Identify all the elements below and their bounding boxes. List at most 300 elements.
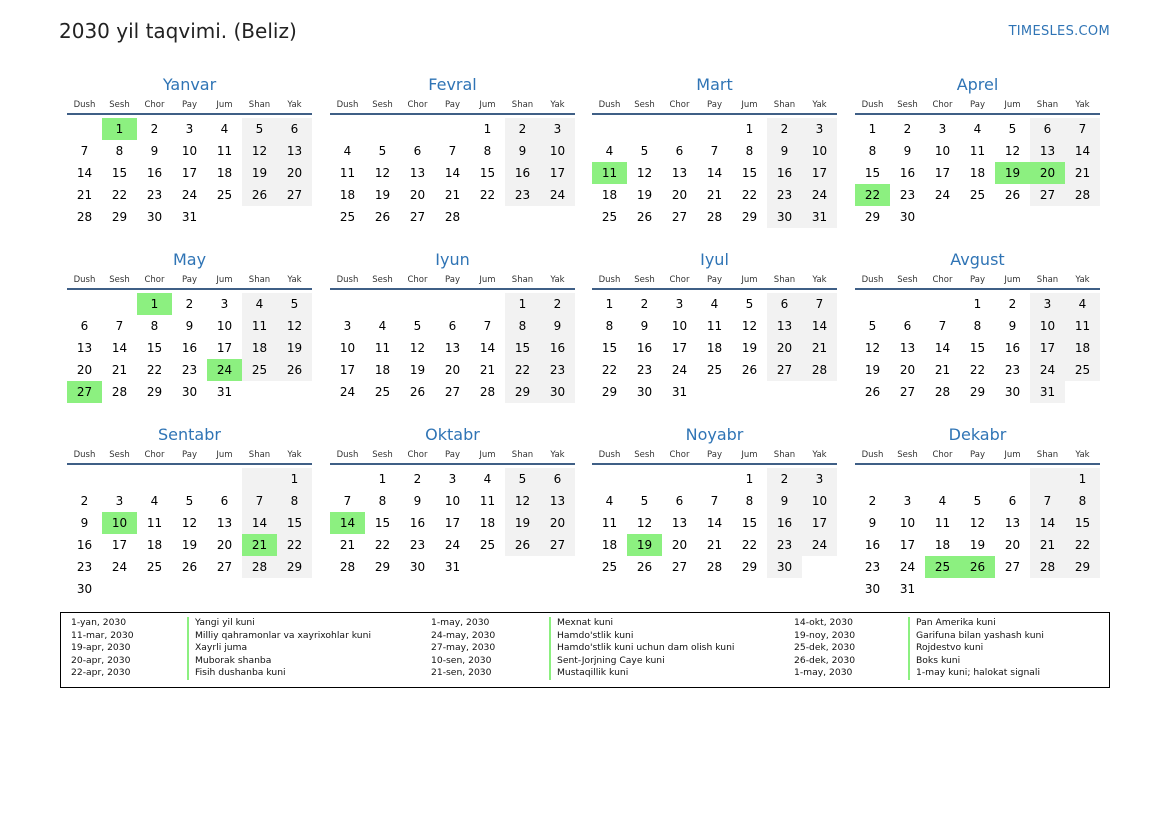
day-cell: 26 xyxy=(242,184,277,206)
day-cell: 8 xyxy=(605,319,614,333)
weekday-label: Dush xyxy=(73,275,96,285)
weekday-label: Yak xyxy=(812,450,827,460)
day-cell: 14 xyxy=(802,315,837,337)
weekday-label: Chor xyxy=(932,100,953,110)
weekday-label: Jum xyxy=(741,100,758,110)
weekday-label: Chor xyxy=(407,450,428,460)
day-cell: 15 xyxy=(146,341,163,355)
weekday-label: Chor xyxy=(669,450,690,460)
day-cell: 15 xyxy=(864,166,881,180)
holiday-day-cell: 1 xyxy=(102,118,137,140)
empty-day-cell xyxy=(890,293,925,315)
day-cell: 30 xyxy=(409,560,426,574)
day-cell: 23 xyxy=(409,538,426,552)
empty-day-cell xyxy=(592,468,627,490)
day-cell: 16 xyxy=(636,341,653,355)
weekday-label: Jum xyxy=(479,450,496,460)
day-cell: 30 xyxy=(540,381,575,403)
day-cell: 23 xyxy=(636,363,653,377)
day-cell: 30 xyxy=(767,206,802,228)
holiday-date: 24-may, 2030 xyxy=(431,629,496,641)
day-cell: 10 xyxy=(899,516,916,530)
holiday-date: 1-may, 2030 xyxy=(794,667,853,679)
weekday-label: Jum xyxy=(1004,450,1021,460)
day-cell: 13 xyxy=(409,166,426,180)
day-cell: 4 xyxy=(605,144,614,158)
day-cell: 11 xyxy=(934,516,951,530)
holiday-day-cell: 26 xyxy=(960,556,995,578)
holiday-date: 26-dek, 2030 xyxy=(794,654,856,666)
day-cell: 26 xyxy=(1004,188,1021,202)
day-cell: 12 xyxy=(636,516,653,530)
days-grid xyxy=(855,293,1100,403)
weekday-label: Pay xyxy=(970,450,985,460)
day-cell: 3 xyxy=(903,494,912,508)
day-cell: 28 xyxy=(1030,556,1065,578)
empty-day-cell xyxy=(137,578,172,600)
day-cell: 25 xyxy=(1065,359,1100,381)
day-cell: 12 xyxy=(242,140,277,162)
month-may xyxy=(67,248,312,403)
day-cell: 30 xyxy=(767,556,802,578)
empty-day-cell xyxy=(960,578,995,600)
day-cell: 11 xyxy=(601,516,618,530)
day-cell: 6 xyxy=(448,319,457,333)
day-cell: 17 xyxy=(444,516,461,530)
day-cell: 15 xyxy=(969,341,986,355)
empty-day-cell xyxy=(400,118,435,140)
day-cell: 26 xyxy=(636,210,653,224)
day-cell: 16 xyxy=(767,512,802,534)
holiday-day-cell: 20 xyxy=(1030,162,1065,184)
day-cell: 21 xyxy=(479,363,496,377)
day-cell: 5 xyxy=(640,494,649,508)
day-cell: 13 xyxy=(1030,140,1065,162)
day-cell: 25 xyxy=(601,210,618,224)
empty-day-cell xyxy=(435,118,470,140)
month-dekabr xyxy=(855,423,1100,600)
empty-day-cell xyxy=(1030,578,1065,600)
weekday-label: Yak xyxy=(550,100,565,110)
day-cell: 28 xyxy=(706,560,723,574)
day-cell: 7 xyxy=(242,490,277,512)
day-cell: 25 xyxy=(242,359,277,381)
day-cell: 9 xyxy=(640,319,649,333)
empty-day-cell xyxy=(855,293,890,315)
day-cell: 29 xyxy=(111,210,128,224)
day-cell: 9 xyxy=(185,319,194,333)
empty-day-cell xyxy=(697,118,732,140)
empty-day-cell xyxy=(995,578,1030,600)
days-grid xyxy=(855,468,1100,600)
empty-day-cell xyxy=(890,468,925,490)
empty-day-cell xyxy=(365,118,400,140)
day-cell: 10 xyxy=(934,144,951,158)
day-cell: 29 xyxy=(374,560,391,574)
day-cell: 20 xyxy=(1004,538,1021,552)
weekday-header xyxy=(592,99,837,115)
day-cell: 5 xyxy=(640,144,649,158)
day-cell: 29 xyxy=(864,210,881,224)
day-cell: 19 xyxy=(409,363,426,377)
day-cell: 19 xyxy=(864,363,881,377)
day-cell: 29 xyxy=(601,385,618,399)
weekday-label: Chor xyxy=(932,450,953,460)
day-cell: 24 xyxy=(934,188,951,202)
day-cell: 15 xyxy=(479,166,496,180)
day-cell: 12 xyxy=(741,319,758,333)
weekday-label: Dush xyxy=(598,275,621,285)
day-cell: 19 xyxy=(741,341,758,355)
day-cell: 18 xyxy=(969,166,986,180)
day-cell: 26 xyxy=(505,534,540,556)
month-name: Aprel xyxy=(956,75,999,94)
day-cell: 29 xyxy=(741,560,758,574)
empty-day-cell xyxy=(662,468,697,490)
day-cell: 18 xyxy=(339,188,356,202)
day-cell: 17 xyxy=(1030,337,1065,359)
day-cell: 8 xyxy=(150,319,159,333)
day-cell: 16 xyxy=(181,341,198,355)
day-cell: 10 xyxy=(540,140,575,162)
day-cell: 10 xyxy=(802,140,837,162)
day-cell: 27 xyxy=(899,385,916,399)
day-cell: 6 xyxy=(277,118,312,140)
day-cell: 9 xyxy=(80,516,89,530)
day-cell: 17 xyxy=(216,341,233,355)
empty-day-cell xyxy=(505,556,540,578)
day-cell: 27 xyxy=(409,210,426,224)
weekday-label: Chor xyxy=(144,275,165,285)
empty-day-cell xyxy=(277,206,312,228)
holiday-name: Boks kuni xyxy=(908,655,960,668)
weekday-label: Shan xyxy=(1036,100,1059,110)
day-cell: 7 xyxy=(710,144,719,158)
day-cell: 2 xyxy=(80,494,89,508)
day-cell: 6 xyxy=(540,468,575,490)
day-cell: 19 xyxy=(242,162,277,184)
day-cell: 21 xyxy=(1065,162,1100,184)
weekday-label: Sesh xyxy=(109,450,130,460)
day-cell: 12 xyxy=(505,490,540,512)
day-cell: 28 xyxy=(706,210,723,224)
weekday-label: Yak xyxy=(287,100,302,110)
day-cell: 9 xyxy=(903,144,912,158)
day-cell: 22 xyxy=(277,534,312,556)
holiday-date: 10-sen, 2030 xyxy=(431,654,492,666)
day-cell: 2 xyxy=(903,122,912,136)
holiday-day-cell: 10 xyxy=(102,512,137,534)
day-cell: 4 xyxy=(938,494,947,508)
day-cell: 17 xyxy=(899,538,916,552)
day-cell: 16 xyxy=(767,162,802,184)
weekday-label: Jum xyxy=(741,275,758,285)
day-cell: 5 xyxy=(378,144,387,158)
day-cell: 11 xyxy=(1065,315,1100,337)
weekday-header xyxy=(592,449,837,465)
day-cell: 8 xyxy=(868,144,877,158)
day-cell: 3 xyxy=(220,297,229,311)
holiday-day-cell: 1 xyxy=(137,293,172,315)
empty-day-cell xyxy=(767,381,802,403)
day-cell: 28 xyxy=(242,556,277,578)
empty-day-cell xyxy=(627,118,662,140)
day-cell: 3 xyxy=(1030,293,1065,315)
day-cell: 2 xyxy=(640,297,649,311)
day-cell: 24 xyxy=(181,188,198,202)
holiday-day-cell: 22 xyxy=(855,184,890,206)
day-cell: 6 xyxy=(767,293,802,315)
holiday-name: Rojdestvo kuni xyxy=(908,642,983,655)
empty-day-cell xyxy=(102,468,137,490)
day-cell: 16 xyxy=(409,516,426,530)
day-cell: 23 xyxy=(505,184,540,206)
day-cell: 7 xyxy=(1030,490,1065,512)
day-cell: 21 xyxy=(934,363,951,377)
weekday-label: Yak xyxy=(287,450,302,460)
day-cell: 23 xyxy=(146,188,163,202)
day-cell: 2 xyxy=(505,118,540,140)
day-cell: 27 xyxy=(671,560,688,574)
empty-day-cell xyxy=(470,556,505,578)
day-cell: 20 xyxy=(671,538,688,552)
month-avgust xyxy=(855,248,1100,403)
day-cell: 8 xyxy=(1065,490,1100,512)
day-cell: 1 xyxy=(868,122,877,136)
day-cell: 18 xyxy=(146,538,163,552)
day-cell: 1 xyxy=(973,297,982,311)
weekday-label: Chor xyxy=(669,100,690,110)
day-cell: 23 xyxy=(767,534,802,556)
day-cell: 31 xyxy=(802,206,837,228)
empty-day-cell xyxy=(697,468,732,490)
weekday-label: Yak xyxy=(287,275,302,285)
weekday-label: Jum xyxy=(479,100,496,110)
day-cell: 30 xyxy=(146,210,163,224)
empty-day-cell xyxy=(1065,206,1100,228)
empty-day-cell xyxy=(242,578,277,600)
day-cell: 16 xyxy=(899,166,916,180)
day-cell: 26 xyxy=(864,385,881,399)
empty-day-cell xyxy=(242,381,277,403)
day-cell: 4 xyxy=(242,293,277,315)
day-cell: 3 xyxy=(802,468,837,490)
day-cell: 29 xyxy=(741,210,758,224)
empty-day-cell xyxy=(995,206,1030,228)
day-cell: 23 xyxy=(899,188,916,202)
weekday-label: Sesh xyxy=(634,450,655,460)
day-cell: 3 xyxy=(802,118,837,140)
empty-day-cell xyxy=(102,578,137,600)
weekday-label: Shan xyxy=(1036,450,1059,460)
day-cell: 10 xyxy=(216,319,233,333)
day-cell: 11 xyxy=(374,341,391,355)
day-cell: 19 xyxy=(636,188,653,202)
day-cell: 2 xyxy=(185,297,194,311)
holiday-day-cell: 19 xyxy=(627,534,662,556)
empty-day-cell xyxy=(207,206,242,228)
day-cell: 19 xyxy=(374,188,391,202)
day-cell: 28 xyxy=(76,210,93,224)
day-cell: 31 xyxy=(899,582,916,596)
empty-day-cell xyxy=(1030,468,1065,490)
day-cell: 27 xyxy=(540,534,575,556)
weekday-label: Shan xyxy=(773,100,796,110)
holiday-date: 14-okt, 2030 xyxy=(794,617,853,628)
day-cell: 5 xyxy=(185,494,194,508)
day-cell: 4 xyxy=(1065,293,1100,315)
day-cell: 15 xyxy=(111,166,128,180)
day-cell: 9 xyxy=(150,144,159,158)
weekday-label: Yak xyxy=(812,100,827,110)
day-cell: 1 xyxy=(378,472,387,486)
weekday-header xyxy=(330,99,575,115)
day-cell: 28 xyxy=(802,359,837,381)
day-cell: 1 xyxy=(745,472,754,486)
weekday-label: Dush xyxy=(861,275,884,285)
holiday-name: Milliy qahramonlar va xayrixohlar kuni xyxy=(187,630,371,643)
day-cell: 20 xyxy=(216,538,233,552)
day-cell: 17 xyxy=(339,363,356,377)
day-cell: 23 xyxy=(181,363,198,377)
day-cell: 28 xyxy=(444,210,461,224)
day-cell: 24 xyxy=(540,184,575,206)
day-cell: 5 xyxy=(868,319,877,333)
weekday-label: Jum xyxy=(741,450,758,460)
day-cell: 25 xyxy=(706,363,723,377)
empty-day-cell xyxy=(802,556,837,578)
weekday-label: Dush xyxy=(861,100,884,110)
day-cell: 21 xyxy=(706,188,723,202)
holiday-day-cell: 14 xyxy=(330,512,365,534)
day-cell: 23 xyxy=(76,560,93,574)
day-cell: 26 xyxy=(181,560,198,574)
day-cell: 10 xyxy=(181,144,198,158)
month-name: Iyul xyxy=(700,250,729,269)
day-cell: 6 xyxy=(80,319,89,333)
day-cell: 27 xyxy=(277,184,312,206)
month-fevral xyxy=(330,73,575,228)
holiday-list xyxy=(60,612,1110,688)
weekday-label: Shan xyxy=(773,275,796,285)
empty-day-cell xyxy=(470,293,505,315)
day-cell: 10 xyxy=(802,490,837,512)
day-cell: 25 xyxy=(601,560,618,574)
day-cell: 20 xyxy=(540,512,575,534)
day-cell: 29 xyxy=(505,381,540,403)
day-cell: 25 xyxy=(146,560,163,574)
empty-day-cell xyxy=(540,556,575,578)
day-cell: 17 xyxy=(181,166,198,180)
day-cell: 27 xyxy=(671,210,688,224)
holiday-date: 19-noy, 2030 xyxy=(794,629,856,641)
empty-day-cell xyxy=(925,206,960,228)
holiday-day-cell: 11 xyxy=(592,162,627,184)
day-cell: 7 xyxy=(343,494,352,508)
day-cell: 16 xyxy=(146,166,163,180)
day-cell: 4 xyxy=(150,494,159,508)
weekday-label: Chor xyxy=(669,275,690,285)
empty-day-cell xyxy=(960,206,995,228)
day-cell: 18 xyxy=(1065,337,1100,359)
day-cell: 3 xyxy=(448,472,457,486)
empty-day-cell xyxy=(330,293,365,315)
month-name: Iyun xyxy=(435,250,470,269)
day-cell: 24 xyxy=(671,363,688,377)
day-cell: 1 xyxy=(1065,468,1100,490)
holiday-name: 1-may kuni; halokat signali xyxy=(908,667,1040,680)
day-cell: 26 xyxy=(741,363,758,377)
site-link[interactable]: TIMESLES.COM xyxy=(1008,24,1110,39)
day-cell: 3 xyxy=(675,297,684,311)
day-cell: 14 xyxy=(706,166,723,180)
day-cell: 18 xyxy=(242,337,277,359)
day-cell: 8 xyxy=(745,144,754,158)
empty-day-cell xyxy=(330,118,365,140)
holiday-date: 27-may, 2030 xyxy=(431,642,496,654)
day-cell: 28 xyxy=(479,385,496,399)
day-cell: 9 xyxy=(505,140,540,162)
day-cell: 7 xyxy=(115,319,124,333)
day-cell: 2 xyxy=(767,118,802,140)
empty-day-cell xyxy=(505,206,540,228)
day-cell: 23 xyxy=(864,560,881,574)
weekday-label: Pay xyxy=(182,275,197,285)
day-cell: 29 xyxy=(969,385,986,399)
days-grid xyxy=(330,118,575,228)
weekday-label: Jum xyxy=(1004,100,1021,110)
day-cell: 13 xyxy=(277,140,312,162)
empty-day-cell xyxy=(592,118,627,140)
day-cell: 18 xyxy=(479,516,496,530)
day-cell: 24 xyxy=(802,184,837,206)
day-cell: 16 xyxy=(540,337,575,359)
day-cell: 19 xyxy=(505,512,540,534)
weekday-label: Shan xyxy=(248,275,271,285)
day-cell: 5 xyxy=(242,118,277,140)
day-cell: 26 xyxy=(277,359,312,381)
empty-day-cell xyxy=(925,578,960,600)
holiday-name: Mexnat kuni xyxy=(549,617,613,630)
month-name: Noyabr xyxy=(685,425,744,444)
month-oktabr xyxy=(330,423,575,578)
day-cell: 8 xyxy=(483,144,492,158)
weekday-label: Pay xyxy=(707,100,722,110)
empty-day-cell xyxy=(435,293,470,315)
day-cell: 28 xyxy=(111,385,128,399)
day-cell: 22 xyxy=(741,188,758,202)
weekday-label: Sesh xyxy=(109,275,130,285)
day-cell: 1 xyxy=(277,468,312,490)
weekday-label: Dush xyxy=(598,100,621,110)
day-cell: 22 xyxy=(505,359,540,381)
weekday-label: Shan xyxy=(511,450,534,460)
weekday-header xyxy=(592,274,837,290)
day-cell: 30 xyxy=(636,385,653,399)
empty-day-cell xyxy=(925,293,960,315)
day-cell: 20 xyxy=(671,188,688,202)
day-cell: 22 xyxy=(374,538,391,552)
empty-day-cell xyxy=(330,468,365,490)
holiday-name: Yangi yil kuni xyxy=(187,617,255,630)
day-cell: 6 xyxy=(220,494,229,508)
day-cell: 16 xyxy=(76,538,93,552)
weekday-label: Jum xyxy=(479,275,496,285)
weekday-header xyxy=(330,449,575,465)
day-cell: 31 xyxy=(181,210,198,224)
day-cell: 23 xyxy=(1004,363,1021,377)
weekday-label: Jum xyxy=(216,100,233,110)
